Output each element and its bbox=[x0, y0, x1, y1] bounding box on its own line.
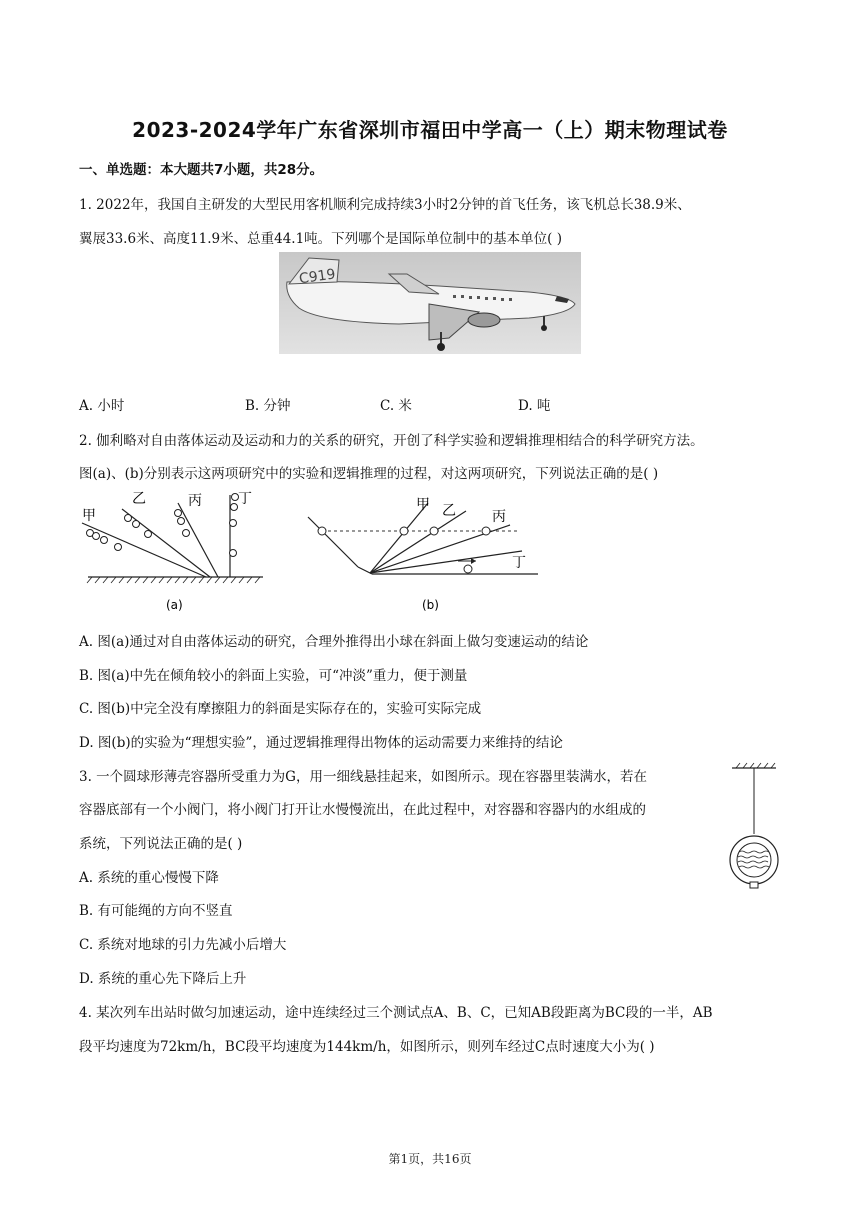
tail-logo-text: C919 bbox=[298, 266, 337, 288]
fig-a-label-ding: 丁 bbox=[238, 491, 252, 507]
q2-line-2: 图(a)、(b)分别表示这两项研究中的实验和逻辑推理的过程，对这两项研究，下列说法正确的是( ) bbox=[79, 466, 659, 482]
airplane-photo bbox=[279, 252, 581, 354]
q1-line-2: 翼展33.6米、高度11.9米、总重44.1吨。下列哪个是国际单位制中的基本单位( ) bbox=[79, 231, 562, 247]
fig-b-label-jia: 甲 bbox=[416, 497, 430, 513]
q2-line-1: 2. 伽利略对自由落体运动及运动和力的关系的研究，开创了科学实验和逻辑推理相结合的科学研究方法。 bbox=[79, 433, 704, 449]
fig-a-label-jia: 甲 bbox=[82, 508, 96, 524]
figure-b-ideal-incline bbox=[300, 485, 540, 615]
q3-option-d: D. 系统的重心先下降后上升 bbox=[79, 971, 247, 987]
q3-option-a: A. 系统的重心慢慢下降 bbox=[79, 870, 219, 886]
q2-option-a: A. 图(a)通过对自由落体运动的研究，合理外推得出小球在斜面上做匀变速运动的结论 bbox=[79, 634, 589, 650]
page-title: 2023-2024学年广东省深圳市福田中学高一（上）期末物理试卷 bbox=[132, 118, 728, 142]
q3-line-2: 容器底部有一个小阀门，将小阀门打开让水慢慢流出，在此过程中，对容器和容器内的水组成的 bbox=[79, 802, 646, 818]
q3-option-c: C. 系统对地球的引力先减小后增大 bbox=[79, 937, 287, 953]
q2-option-c: C. 图(b)中完全没有摩擦阻力的斜面是实际存在的，实验可实际完成 bbox=[79, 701, 482, 717]
figure-hanging-sphere bbox=[726, 762, 782, 890]
section-heading: 一、单选题：本大题共7小题，共28分。 bbox=[79, 162, 324, 178]
fig-a-label-bing: 丙 bbox=[188, 493, 202, 509]
q1-line-1: 1. 2022年，我国自主研发的大型民用客机顺利完成持续3小时2分钟的首飞任务，该飞机总长38.9米、 bbox=[79, 197, 691, 213]
q3-line-1: 3. 一个圆球形薄壳容器所受重力为G，用一细线悬挂起来，如图所示。现在容器里装满水，若在 bbox=[79, 769, 647, 785]
q4-line-2: 段平均速度为72km/h，BC段平均速度为144km/h，如图所示，则列车经过C点时速度大小为( ) bbox=[79, 1039, 655, 1055]
fig-b-label-bing: 丙 bbox=[492, 509, 506, 525]
q1-option-a: A. 小时 bbox=[79, 398, 125, 414]
fig-b-caption: (b) bbox=[422, 598, 439, 612]
fig-b-label-ding: 丁 bbox=[512, 555, 526, 571]
q1-option-d: D. 吨 bbox=[518, 398, 551, 414]
figure-a-free-fall bbox=[78, 485, 278, 615]
q1-option-b: B. 分钟 bbox=[245, 398, 291, 414]
q2-option-b: B. 图(a)中先在倾角较小的斜面上实验，可“冲淡”重力，便于测量 bbox=[79, 668, 468, 684]
page-footer: 第1页，共16页 bbox=[388, 1152, 472, 1166]
q3-option-b: B. 有可能绳的方向不竖直 bbox=[79, 903, 233, 919]
q3-line-3: 系统，下列说法正确的是( ) bbox=[79, 836, 243, 852]
fig-a-caption: (a) bbox=[166, 598, 183, 612]
fig-a-label-yi: 乙 bbox=[132, 491, 146, 507]
q2-option-d: D. 图(b)的实验为“理想实验”，通过逻辑推理得出物体的运动需要力来维持的结论 bbox=[79, 735, 563, 751]
q4-line-1: 4. 某次列车出站时做匀加速运动，途中连续经过三个测试点A、B、C，已知AB段距离为BC段的一半，AB bbox=[79, 1005, 713, 1021]
q1-option-c: C. 米 bbox=[380, 398, 412, 414]
fig-b-label-yi: 乙 bbox=[442, 503, 456, 519]
